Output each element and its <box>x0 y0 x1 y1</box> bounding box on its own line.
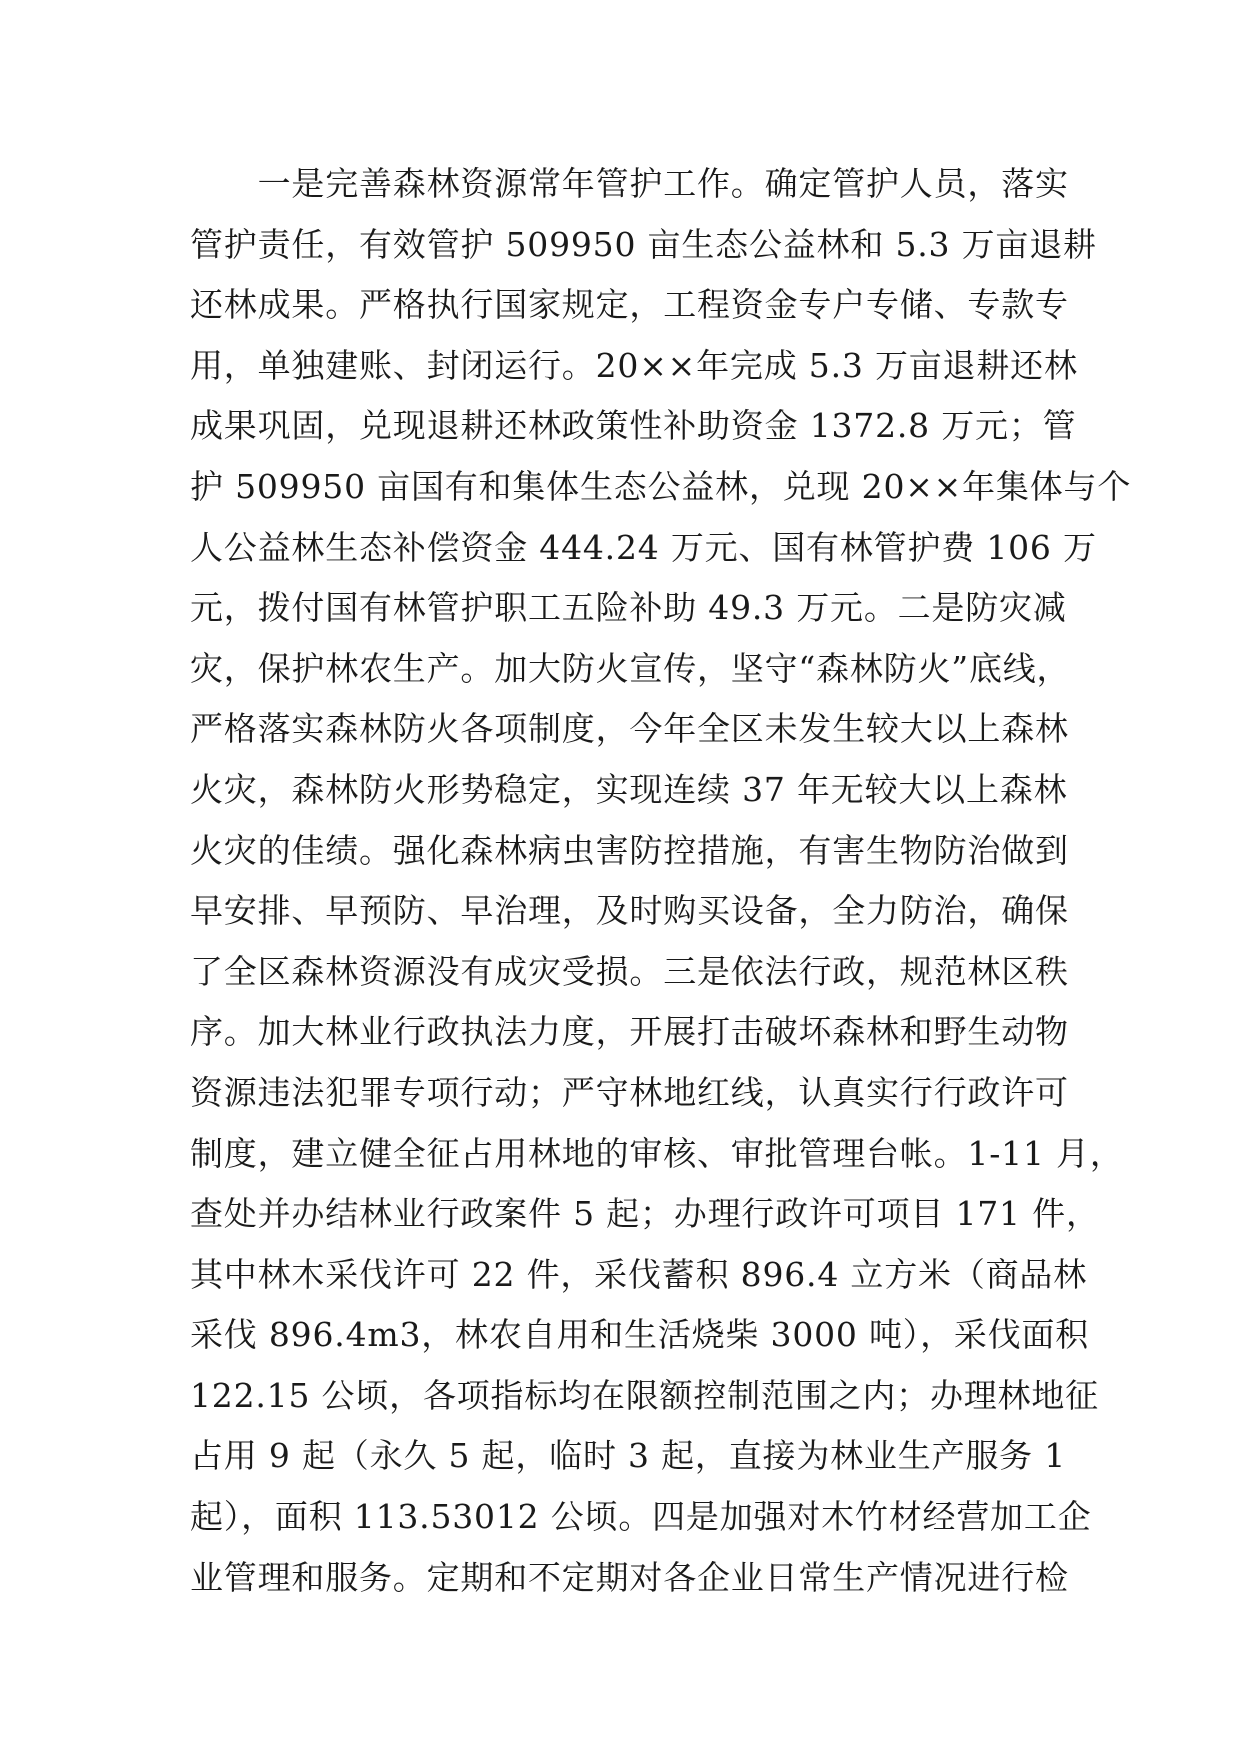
text-line: 成果巩固，兑现退耕还林政策性补助资金 1372.8 万元；管 <box>190 406 1077 446</box>
text-line: 灾，保护林农生产。加大防火宣传，坚守“森林防火”底线， <box>190 648 1071 688</box>
text-line: 元，拨付国有林管护职工五险补助 49.3 万元。二是防灾减 <box>190 588 1067 628</box>
text-line: 用，单独建账、封闭运行。20××年完成 5.3 万亩退耕还林 <box>190 345 1078 385</box>
text-line: 其中林木采伐许可 22 件，采伐蓄积 896.4 立方米（商品林 <box>190 1254 1088 1294</box>
text-line: 序。加大林业行政执法力度，开展打击破坏森林和野生动物 <box>190 1012 1069 1052</box>
text-line: 业管理和服务。定期和不定期对各企业日常生产情况进行检 <box>190 1557 1069 1597</box>
body-paragraph <box>190 154 1132 1608</box>
text-line: 火灾的佳绩。强化森林病虫害防控措施，有害生物防治做到 <box>190 830 1069 870</box>
text-line: 了全区森林资源没有成灾受损。三是依法行政，规范林区秩 <box>190 951 1069 991</box>
text-line: 查处并办结林业行政案件 5 起；办理行政许可项目 171 件， <box>190 1194 1100 1234</box>
text-line: 火灾，森林防火形势稳定，实现连续 37 年无较大以上森林 <box>190 769 1068 809</box>
text-line: 管护责任，有效管护 509950 亩生态公益林和 5.3 万亩退耕 <box>190 224 1097 264</box>
text-line: 制度，建立健全征占用林地的审核、审批管理台帐。1-11 月， <box>190 1133 1124 1173</box>
text-line: 122.15 公顷，各项指标均在限额控制范围之内；办理林地征 <box>190 1375 1099 1415</box>
text-line: 护 509950 亩国有和集体生态公益林，兑现 20××年集体与个 <box>190 466 1132 506</box>
text-line: 人公益林生态补偿资金 444.24 万元、国有林管护费 106 万 <box>190 527 1097 567</box>
text-line: 还林成果。严格执行国家规定，工程资金专户专储、专款专 <box>190 285 1069 325</box>
text-line: 资源违法犯罪专项行动；严守林地红线，认真实行行政许可 <box>190 1072 1069 1112</box>
text-line: 采伐 896.4m3，林农自用和生活烧柴 3000 吨），采伐面积 <box>190 1315 1090 1355</box>
text-line: 一是完善森林资源常年管护工作。确定管护人员，落实 <box>190 164 1069 203</box>
text-line: 严格落实森林防火各项制度，今年全区未发生较大以上森林 <box>190 709 1069 749</box>
text-line: 早安排、早预防、早治理，及时购买设备，全力防治，确保 <box>190 891 1069 931</box>
text-line: 占用 9 起（永久 5 起，临时 3 起，直接为林业生产服务 1 <box>190 1436 1067 1476</box>
text-line: 起），面积 113.53012 公顷。四是加强对木竹材经营加工企 <box>190 1497 1092 1537</box>
